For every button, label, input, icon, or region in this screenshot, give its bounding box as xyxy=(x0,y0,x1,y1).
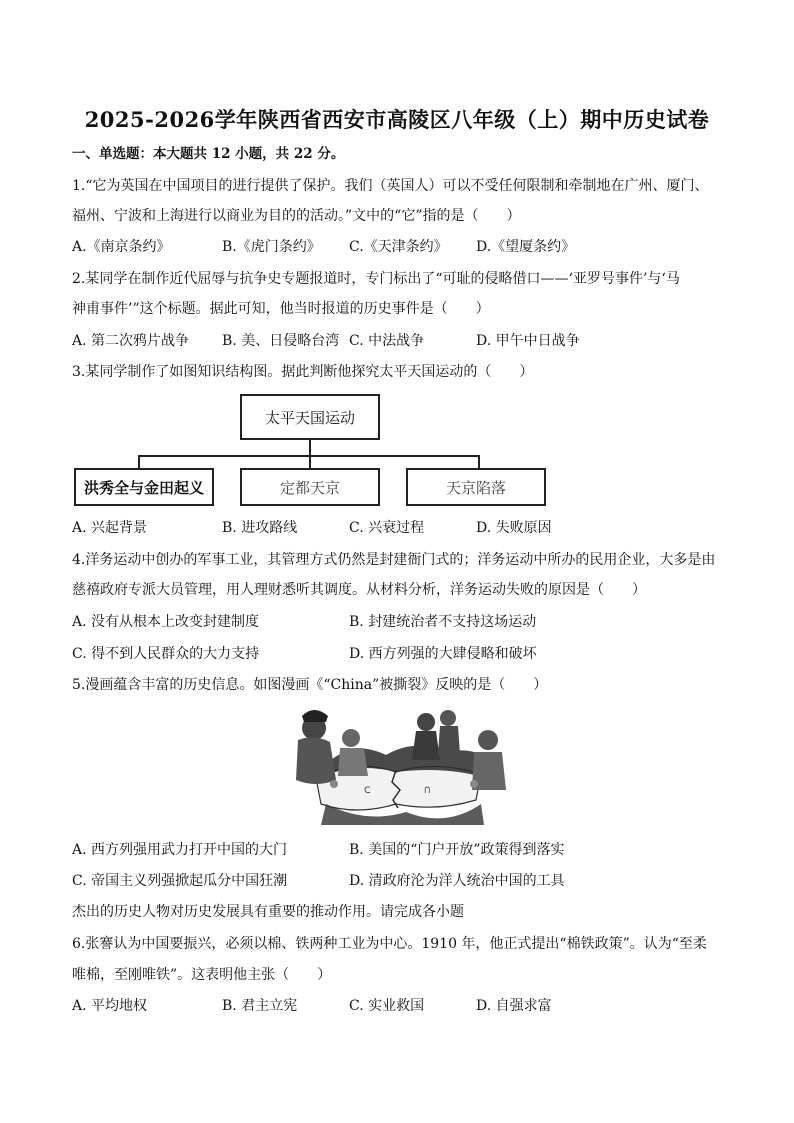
china-torn-cartoon xyxy=(276,700,516,830)
q2-option-d: D. 甲午中日战争 xyxy=(476,333,580,349)
q5-option-a: A. 西方列强用武力打开中国的大门 xyxy=(72,842,288,858)
q6-stem-line2: 唯棉，至刚唯铁”。这表明他主张（ ） xyxy=(72,967,332,983)
group-intro: 杰出的历史人物对历史发展具有重要的推动作用。请完成各小题 xyxy=(72,904,464,920)
q6-option-c: C. 实业救国 xyxy=(349,998,425,1014)
svg-text:ᑎ: ᑎ xyxy=(424,786,431,796)
q1-option-a: A.《南京条约》 xyxy=(72,239,171,255)
q1-option-d: D.《望厦条约》 xyxy=(476,239,576,255)
q3-option-d: D. 失败原因 xyxy=(476,520,552,536)
q2-option-a: A. 第二次鸦片战争 xyxy=(72,333,190,349)
q6-option-b: B. 君主立宪 xyxy=(222,998,298,1014)
q2-option-c: C. 中法战争 xyxy=(349,333,425,349)
section-heading: 一、单选题：本大题共 12 小题，共 22 分。 xyxy=(72,146,345,162)
q4-option-a: A. 没有从根本上改变封建制度 xyxy=(72,614,260,630)
q3-option-a: A. 兴起背景 xyxy=(72,520,148,536)
q2-stem-line2: 神甫事件’”这个标题。据此可知，他当时报道的历史事件是（ ） xyxy=(72,301,490,317)
diagram-connector-right xyxy=(478,455,480,469)
q2-option-b: B. 美、日侵略台湾 xyxy=(222,333,340,349)
q1-stem-line1: 1.“它为英国在中国项目的进行提供了保护。我们（英国人）可以不受任何限制和牵制地在广州、厦门、 xyxy=(72,178,709,194)
q4-option-c: C. 得不到人民群众的大力支持 xyxy=(72,646,260,662)
q5-stem-line1: 5.漫画蕴含丰富的历史信息。如图漫画《“China”被撕裂》反映的是（ ） xyxy=(72,677,548,693)
svg-text:ᑕ: ᑕ xyxy=(364,786,371,796)
diagram-connector-middle xyxy=(309,455,311,469)
q2-stem-line1: 2.某同学在制作近代屈辱与抗争史专题报道时，专门标出了“可耻的侵略借口——‘亚罗号事件’与‘马 xyxy=(72,271,680,287)
q5-option-b: B. 美国的“门户开放”政策得到落实 xyxy=(349,842,565,858)
q1-stem-line2: 福州、宁波和上海进行以商业为目的的活动。”文中的“它”指的是（ ） xyxy=(72,208,521,224)
diagram-left-box: 洪秀全与金田起义 xyxy=(74,468,214,506)
q6-option-a: A. 平均地权 xyxy=(72,998,148,1014)
knowledge-structure-diagram xyxy=(72,392,552,512)
q6-stem-line1: 6.张謇认为中国要振兴，必须以棉、铁两种工业为中心。1910 年，他正式提出“棉铁政策”。认为“至柔 xyxy=(72,936,707,952)
page-title: 2025-2026学年陕西省西安市高陵区八年级（上）期中历史试卷 xyxy=(84,107,710,132)
diagram-connector-vertical xyxy=(309,440,311,456)
diagram-right-box: 天京陷落 xyxy=(406,468,546,506)
q4-option-d: D. 西方列强的大肆侵略和破坏 xyxy=(349,646,537,662)
q1-option-c: C.《天津条约》 xyxy=(349,239,448,255)
q3-option-b: B. 进攻路线 xyxy=(222,520,298,536)
diagram-middle-box: 定都天京 xyxy=(240,468,380,506)
q1-option-b: B.《虎门条约》 xyxy=(222,239,321,255)
q4-option-b: B. 封建统治者不支持这场运动 xyxy=(349,614,537,630)
diagram-connector-left xyxy=(138,455,140,469)
q3-option-c: C. 兴衰过程 xyxy=(349,520,425,536)
q5-option-d: D. 清政府沦为洋人统治中国的工具 xyxy=(349,873,565,889)
diagram-top-box: 太平天国运动 xyxy=(240,394,380,440)
q6-option-d: D. 自强求富 xyxy=(476,998,552,1014)
q4-stem-line2: 慈禧政府专派大员管理，用人理财悉听其调度。从材料分析，洋务运动失败的原因是（ ） xyxy=(72,582,646,598)
q5-option-c: C. 帝国主义列强掀起瓜分中国狂潮 xyxy=(72,873,288,889)
q4-stem-line1: 4.洋务运动中创办的军事工业，其管理方式仍然是封建衙门式的；洋务运动中所办的民用企业，大多是由 xyxy=(72,552,716,568)
q3-stem-line1: 3.某同学制作了如图知识结构图。据此判断他探究太平天国运动的（ ） xyxy=(72,364,534,380)
